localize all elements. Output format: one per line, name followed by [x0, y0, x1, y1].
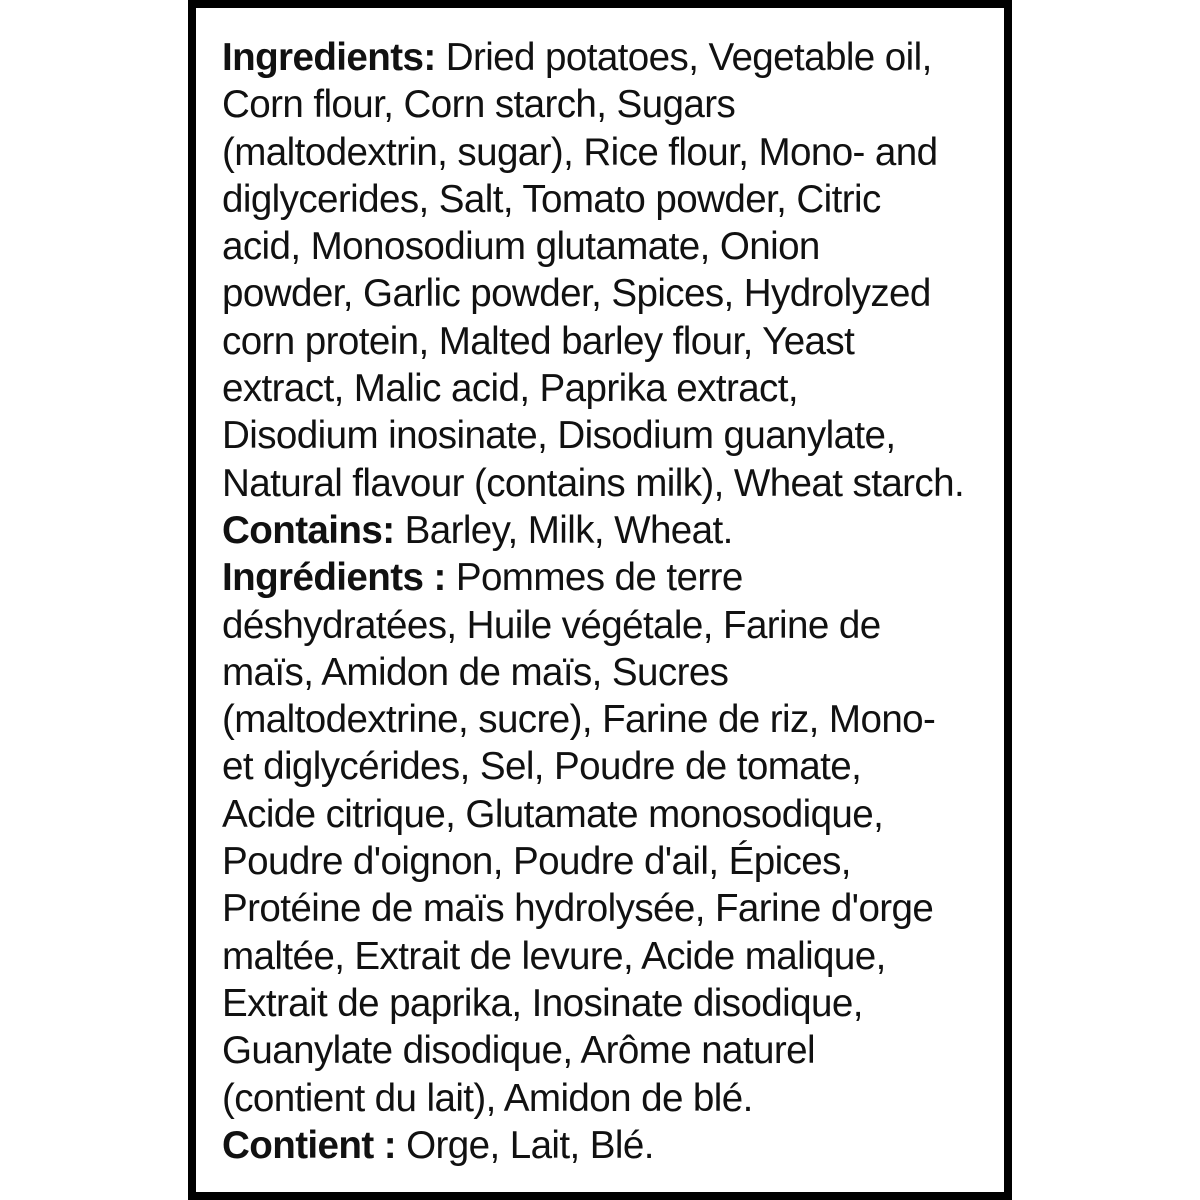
- text-line-17: Acide citrique, Glutamate monosodique,: [222, 792, 884, 836]
- text-line-4: diglycerides, Salt, Tomato powder, Citric: [222, 177, 881, 221]
- text-line-7: corn protein, Malted barley flour, Yeast: [222, 319, 855, 363]
- text-line-18: Poudre d'oignon, Poudre d'ail, Épices,: [222, 840, 851, 884]
- text-line-3: (maltodextrin, sugar), Rice flour, Mono- and: [222, 130, 938, 174]
- text-line-21: Extrait de paprika, Inosinate disodique,: [222, 981, 863, 1025]
- heading-contains-en: Contains:: [222, 508, 395, 552]
- text-line-9: Disodium inosinate, Disodium guanylate,: [222, 414, 896, 458]
- text-line-11: Contains: Barley, Milk, Wheat.: [222, 508, 733, 552]
- text-line-22: Guanylate disodique, Arôme naturel: [222, 1029, 815, 1073]
- text-line-8: extract, Malic acid, Paprika extract,: [222, 367, 798, 411]
- text-line-20: maltée, Extrait de levure, Acide malique,: [222, 934, 886, 978]
- text-line-15: (maltodextrine, sucre), Farine de riz, Mono-: [222, 698, 936, 742]
- text-line-2: Corn flour, Corn starch, Sugars: [222, 83, 736, 127]
- heading-ingredients-en: Ingredients:: [222, 36, 436, 79]
- heading-contains-fr: Contient :: [222, 1123, 396, 1167]
- text-line-12: Ingrédients : Pommes de terre: [222, 556, 743, 600]
- text-line-1: Ingredients: Dried potatoes, Vegetable oil,: [222, 36, 932, 79]
- text-line-10: Natural flavour (contains milk), Wheat starch.: [222, 461, 965, 505]
- ingredient-label-panel: [196, 8, 1004, 1192]
- text-line-23: (contient du lait), Amidon de blé.: [222, 1076, 753, 1120]
- text-line-24: Contient : Orge, Lait, Blé.: [222, 1123, 654, 1167]
- heading-ingredients-fr: Ingrédients :: [222, 556, 446, 600]
- text-line-16: et diglycérides, Sel, Poudre de tomate,: [222, 745, 862, 789]
- text-line-19: Protéine de maïs hydrolysée, Farine d'orge: [222, 887, 934, 931]
- text-line-14: maïs, Amidon de maïs, Sucres: [222, 650, 729, 694]
- text-line-5: acid, Monosodium glutamate, Onion: [222, 225, 820, 269]
- text-line-13: déshydratées, Huile végétale, Farine de: [222, 603, 881, 647]
- ingredient-text-block: [222, 34, 1012, 1169]
- text-line-6: powder, Garlic powder, Spices, Hydrolyzed: [222, 272, 931, 316]
- ingredient-label-border: [188, 0, 1012, 1200]
